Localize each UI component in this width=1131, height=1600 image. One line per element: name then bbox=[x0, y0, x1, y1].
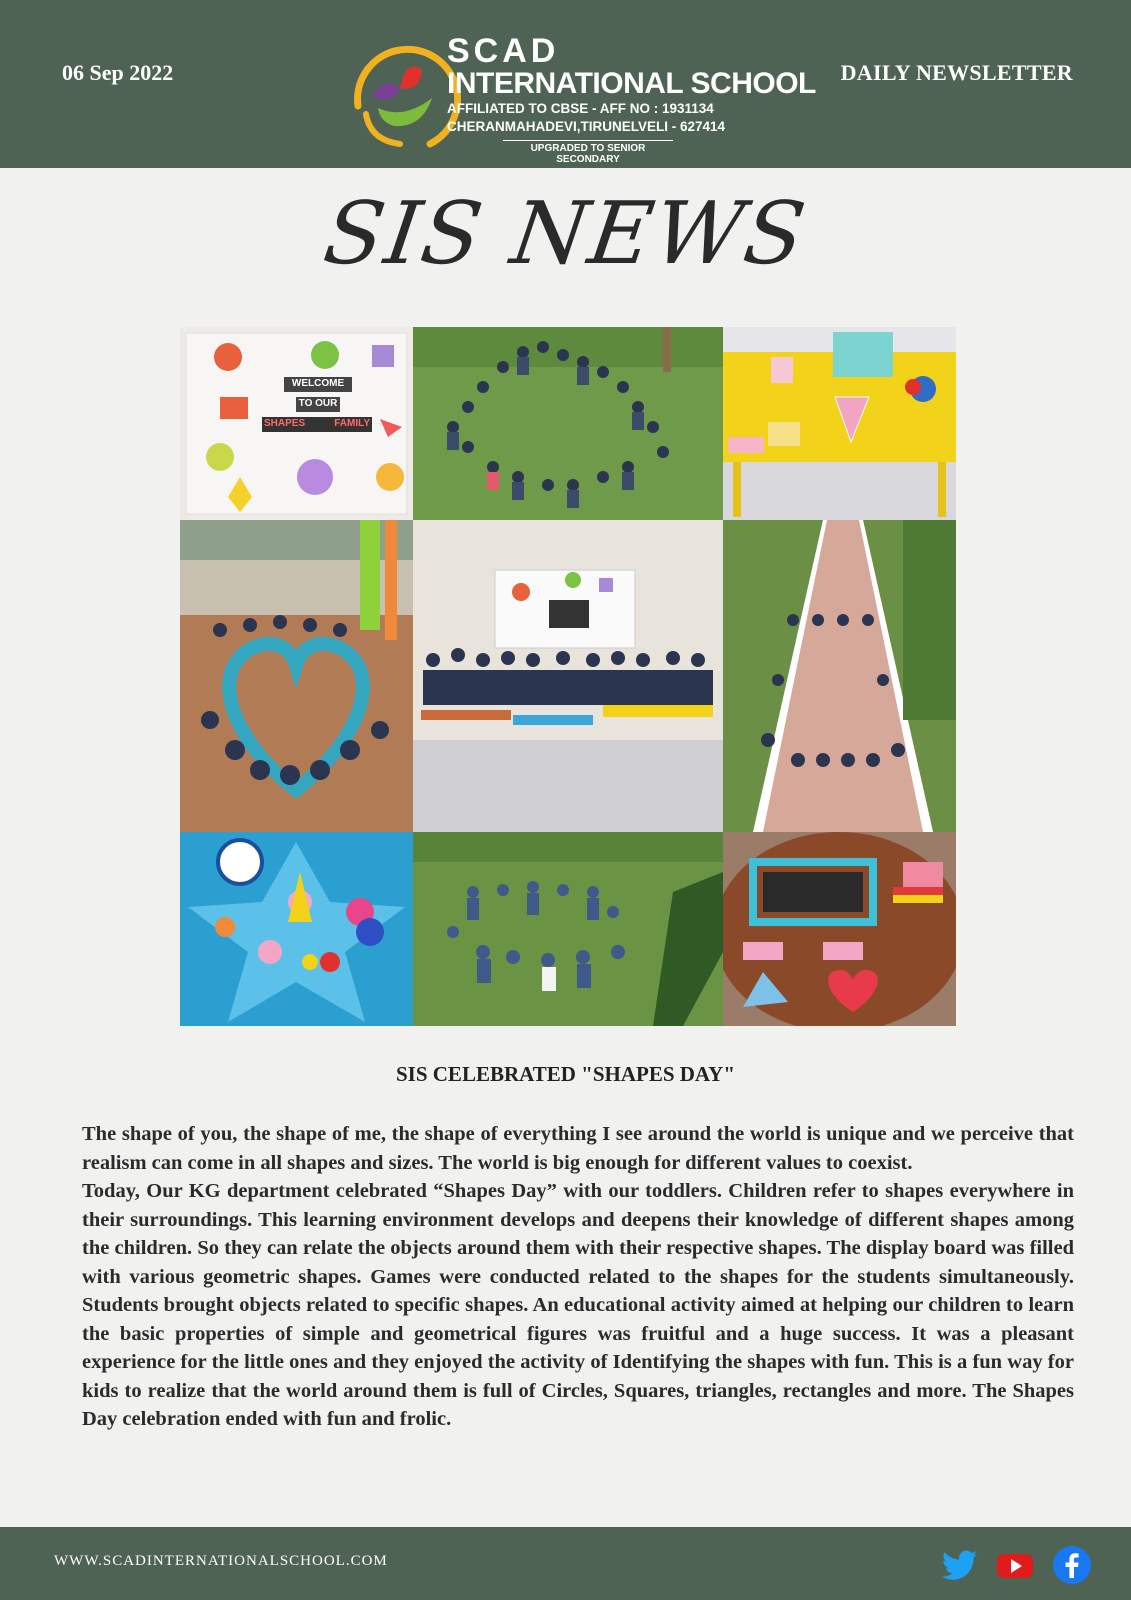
newsletter-date: 06 Sep 2022 bbox=[62, 60, 174, 85]
board-text-to-our: TO OUR bbox=[298, 398, 338, 409]
affiliation-text: AFFILIATED TO CBSE - AFF NO : 1931134 bbox=[447, 101, 714, 116]
article-paragraph-1: The shape of you, the shape of me, the shape of everything I see around the world is unique and we perceive that realism can come in all shapes and sizes. The world is big enough for different values to coexist. bbox=[82, 1123, 1074, 1174]
yellow-table-photo bbox=[723, 327, 956, 520]
photo-collage bbox=[180, 327, 956, 1026]
children-circle-photo bbox=[413, 327, 723, 520]
article-headline: SIS CELEBRATED "SHAPES DAY" bbox=[395, 1062, 735, 1086]
header-bar bbox=[0, 0, 1131, 168]
school-logo-icon bbox=[344, 36, 464, 154]
school-name: INTERNATIONAL SCHOOL bbox=[447, 67, 816, 100]
page-title: SIS NEWS bbox=[318, 184, 813, 284]
brand-short: SCAD bbox=[447, 32, 560, 70]
facebook-icon[interactable] bbox=[1052, 1545, 1092, 1585]
shapes-display-photo bbox=[723, 832, 956, 1026]
heart-shape-photo bbox=[180, 520, 413, 832]
school-brand bbox=[447, 34, 816, 165]
newsletter-label: DAILY NEWSLETTER bbox=[840, 60, 1073, 85]
board-text-shapes-family bbox=[264, 416, 370, 431]
welcome-board-photo bbox=[180, 327, 413, 520]
star-mat-photo bbox=[180, 832, 413, 1026]
article-body bbox=[82, 1120, 1074, 1434]
address-text: CHERANMAHADEVI,TIRUNELVELI - 627414 bbox=[447, 119, 726, 134]
youtube-icon[interactable] bbox=[995, 1545, 1035, 1585]
upgrade-text: UPGRADED TO SENIOR SECONDARY bbox=[503, 140, 673, 165]
footer-bar bbox=[0, 1527, 1131, 1600]
website-link[interactable]: WWW.SCADINTERNATIONALSCHOOL.COM bbox=[54, 1553, 388, 1569]
board-text-shapes: SHAPES bbox=[264, 418, 306, 429]
board-text-welcome: WELCOME bbox=[291, 378, 345, 389]
board-text-family: FAMILY bbox=[334, 418, 370, 429]
pathway-photo bbox=[723, 520, 956, 832]
children-lawn-photo bbox=[413, 832, 723, 1026]
classroom-group-photo bbox=[413, 520, 723, 832]
article-paragraph-2: Today, Our KG department celebrated “Shapes Day” with our toddlers. Children refer to shapes everywhere in their surroundings. This learning environment develops and deepens their knowledge of different shapes among the children. So they can relate the objects around them with their respective shapes. The display board was filled with various geometric shapes. Games were conducted related to the shapes for the students simultaneously. Students brought objects related to specific shapes. An educational activity aimed at helping our children to learn the basic properties of simple and geometrical figures was fruitful and a huge success. It was a pleasant experience for the little ones and they enjoyed the activity of Identifying the shapes with fun. This is a fun way for kids to realize that the world around them is full of Circles, Squares, triangles, rectangles and more. The Shapes Day celebration ended with fun and frolic. bbox=[82, 1180, 1074, 1430]
twitter-icon[interactable] bbox=[940, 1545, 980, 1585]
